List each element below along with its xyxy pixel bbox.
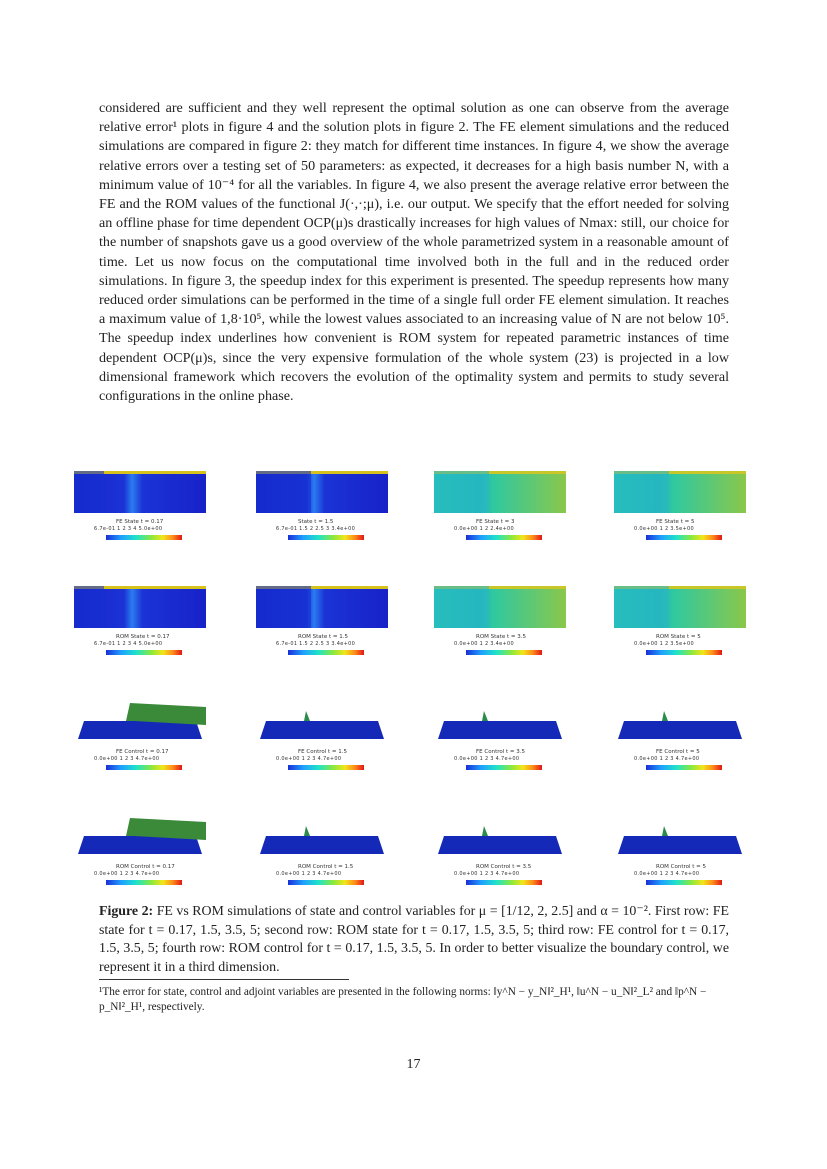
colorbar [466, 650, 542, 655]
simulation-plot [614, 810, 749, 862]
inflow-region [434, 586, 489, 628]
panel-title: FE Control t = 0.17 [116, 749, 169, 755]
panel-title: FE State t = 5 [656, 519, 695, 525]
colorbar-ticks: 0.0e+00 1 2 3 4.7e+00 [94, 756, 160, 762]
colorbar [288, 650, 364, 655]
colorbar [646, 650, 722, 655]
colorbar-ticks: 0.0e+00 1 2 3.5e+00 [634, 526, 694, 532]
inflow-region [434, 471, 489, 513]
simulation-plot [434, 810, 569, 862]
control-surface [438, 836, 562, 854]
inflow-region [614, 471, 669, 513]
inflow-region [74, 586, 104, 628]
figure-panel [614, 810, 774, 910]
simulation-plot [74, 810, 209, 862]
simulation-plot [614, 695, 749, 747]
colorbar-ticks: 0.0e+00 1 2 2.4e+00 [454, 526, 514, 532]
panel-title: ROM Control t = 5 [656, 864, 707, 870]
colorbar [106, 765, 182, 770]
panel-title: FE State t = 0.17 [116, 519, 164, 525]
control-peak [662, 826, 668, 836]
figure-panel [256, 810, 416, 910]
simulation-plot [434, 695, 569, 747]
panel-title: ROM Control t = 0.17 [116, 864, 175, 870]
body-paragraph [99, 99, 729, 406]
colorbar-ticks: 6.7e-01 1.5 2 2.5 3 3.4e+00 [276, 641, 356, 647]
control-surface [438, 721, 562, 739]
control-peak [304, 826, 310, 836]
figure-panel [434, 465, 594, 565]
panel-title: ROM State t = 0.17 [116, 634, 170, 640]
figure-panel [434, 810, 594, 910]
colorbar-ticks: 6.7e-01 1 2 3 4 5.0e+00 [94, 641, 163, 647]
figure-panel [74, 580, 234, 680]
colorbar-ticks: 0.0e+00 1 2 3 4.7e+00 [276, 871, 342, 877]
figure-panel [434, 580, 594, 680]
control-peak [304, 711, 310, 721]
figure-panel [614, 695, 774, 795]
page-number: 17 [406, 1057, 421, 1072]
colorbar-ticks: 0.0e+00 1 2 3.4e+00 [454, 641, 514, 647]
colorbar-ticks: 0.0e+00 1 2 3 4.7e+00 [276, 756, 342, 762]
control-peak [662, 711, 668, 721]
colorbar-ticks: 6.7e-01 1.5 2 2.5 3 3.4e+00 [276, 526, 356, 532]
colorbar-ticks: 0.0e+00 1 2 3 4.7e+00 [94, 871, 160, 877]
figure-panel [74, 465, 234, 565]
colorbar [288, 765, 364, 770]
simulation-plot [614, 465, 749, 517]
colorbar [288, 880, 364, 885]
simulation-plot [256, 695, 391, 747]
figure-panel [256, 580, 416, 680]
simulation-plot [74, 580, 209, 632]
panel-title: FE Control t = 3.5 [476, 749, 526, 755]
panel-title: FE State t = 3 [476, 519, 515, 525]
figure-panel [74, 695, 234, 795]
control-surface [618, 721, 742, 739]
caption-label: Figure 2: [99, 904, 154, 919]
simulation-plot [256, 580, 391, 632]
colorbar [106, 650, 182, 655]
control-peak [482, 826, 488, 836]
figure-panel [614, 580, 774, 680]
simulation-plot [74, 465, 209, 517]
figure-panel [74, 810, 234, 910]
inflow-region [74, 471, 104, 513]
colorbar [646, 535, 722, 540]
colorbar [646, 880, 722, 885]
figure-panel [434, 695, 594, 795]
panel-title: ROM State t = 1.5 [298, 634, 348, 640]
colorbar [646, 765, 722, 770]
inflow-region [256, 471, 311, 513]
inflow-region [256, 586, 311, 628]
figure-panel [614, 465, 774, 565]
figure-caption [99, 903, 729, 977]
colorbar [106, 880, 182, 885]
colorbar-ticks: 0.0e+00 1 2 3 4.7e+00 [634, 756, 700, 762]
panel-title: ROM State t = 3.5 [476, 634, 526, 640]
simulation-plot [614, 580, 749, 632]
panel-title: ROM Control t = 1.5 [298, 864, 354, 870]
panel-title: FE Control t = 1.5 [298, 749, 348, 755]
body-text: considered are sufficient and they well represent the optimal solution as one can observe from the average relative error¹ plots in figure 4 and the solution plots in figure 2. The FE element simulations and the reduced simulations are compared in figure 2: they match for different time instances. In figure 4, we show the average relative errors over a testing set of 50 parameters: as expected, it decreases for a high basis number N, with a minimum value of 10⁻⁴ for all the variables. In figure 4, we also present the average relative error between the FE and the ROM values of the functional J(·,·;μ), i.e. our output. We specify that the effort needed for solving an offline phase for time dependent OCP(μ)s drastically increases for high values of Nmax: still, our choice for the number of snapshots gave us a good overview of the whole parametrized system in a reasonable amount of time. Let us now focus on the computational time involved both in the full and in the reduced order simulations. In figure 3, the speedup index for this experiment is presented. The speedup represents how many reduced order simulations can be performed in the time of a single full order FE element simulation. It reaches a maximum value of 1,8·10⁵, while the lowest values associated to an increasing value of N are not below 10⁵. The speedup index underlines how convenient is ROM system for repeated parametric instances of time dependent OCP(μ)s, since the very expensive formulation of the whole system (23) is projected in a low dimensional framework which recovers the evolution of the optimality system and permits to study several configurations in the online phase. [99, 100, 729, 405]
panel-title: ROM State t = 5 [656, 634, 701, 640]
inflow-region [614, 586, 669, 628]
control-surface [260, 721, 384, 739]
control-peak [482, 711, 488, 721]
figure-panel [256, 465, 416, 565]
caption-text: FE vs ROM simulations of state and control variables for μ = [1/12, 2, 2.5] and α = 10⁻². First row: FE state for t = 0.17, 1.5, 3.5, 5; second row: ROM state for t = 0.17, 1.5, 3.5, 5; third row: FE control for t = 0.17, 1.5, 3.5, 5; fourth row: ROM control for t = 0.17, 1.5, 3.5, 5. In order to better visualize the boundary control, we represent it in a third dimension. [99, 904, 729, 975]
footnote: ¹The error for state, control and adjoint variables are presented in the following norms: ‖y^N − y_N‖²_H¹, ‖u^N − u_N‖²_L² and ‖p^N − p_N‖²_H¹, respectively. [99, 986, 707, 1013]
panel-title: FE Control t = 5 [656, 749, 700, 755]
simulation-plot [256, 810, 391, 862]
colorbar [466, 535, 542, 540]
simulation-plot [434, 580, 569, 632]
panel-title: State t = 1.5 [298, 519, 334, 525]
control-surface [260, 836, 384, 854]
colorbar [288, 535, 364, 540]
panel-title: ROM Control t = 3.5 [476, 864, 532, 870]
control-surface [618, 836, 742, 854]
figure-2 [66, 460, 766, 890]
colorbar [466, 765, 542, 770]
simulation-plot [74, 695, 209, 747]
figure-panel [256, 695, 416, 795]
colorbar-ticks: 0.0e+00 1 2 3 4.7e+00 [454, 871, 520, 877]
colorbar-ticks: 0.0e+00 1 2 3 4.7e+00 [634, 871, 700, 877]
colorbar [106, 535, 182, 540]
colorbar [466, 880, 542, 885]
colorbar-ticks: 6.7e-01 1 2 3 4 5.0e+00 [94, 526, 163, 532]
colorbar-ticks: 0.0e+00 1 2 3 4.7e+00 [454, 756, 520, 762]
simulation-plot [434, 465, 569, 517]
colorbar-ticks: 0.0e+00 1 2 3.5e+00 [634, 641, 694, 647]
simulation-plot [256, 465, 391, 517]
footnote-rule [99, 979, 349, 980]
